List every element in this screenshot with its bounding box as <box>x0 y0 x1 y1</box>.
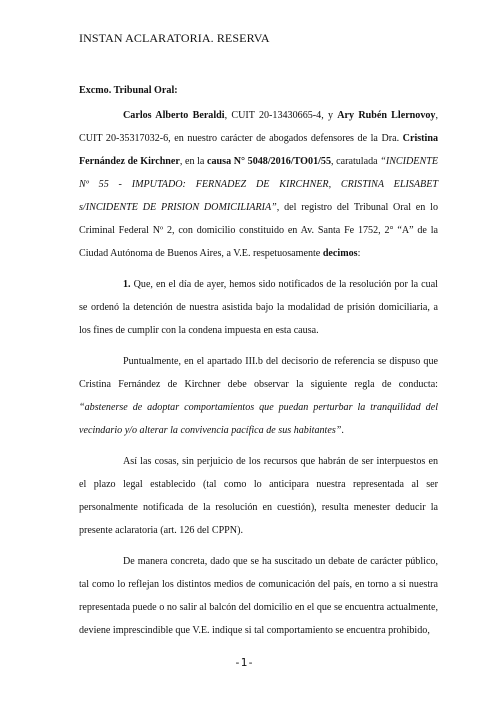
intro-colon: : <box>357 248 361 259</box>
conduct-rule-quote: “abstenerse de adoptar comportamientos que puedan perturbar la tranquilidad del vecindario y/o alterar la convivencia pacífica de sus habitantes” <box>79 402 438 436</box>
paragraph-number: 1. <box>123 279 131 290</box>
page-number: -1- <box>234 656 254 669</box>
intro-text-2: , CUIT 20-35317032-6, en nuestro carácter de abogados defensores de la Dra. <box>79 110 439 144</box>
document-body <box>79 79 438 642</box>
client-name: Cristina Fernández de Kirchner <box>79 133 438 167</box>
document-header: INSTAN ACLARATORIA. RESERVA <box>79 31 270 45</box>
intro-text-5: , del registro del Tribunal Oral en lo Criminal Federal Nº 2, con domicilio constituido en Av. Santa Fe 1752, 2° “A” de la Ciudad Autónoma de Buenos Aires, a V.E. respetuosamente <box>79 202 438 259</box>
case-caption: “INCIDENTE Nº 55 - IMPUTADO: FERNADEZ DE KIRCHNER, CRISTINA ELISABET s/INCIDENTE DE PRISION DOMICILIARIA” <box>79 156 438 213</box>
paragraph-2 <box>79 350 438 442</box>
paragraph-2-end: . <box>341 425 344 436</box>
intro-text-3: , en la <box>179 156 208 167</box>
case-number: causa N° 5048/2016/TO01/55 <box>207 156 332 167</box>
paragraph-4: De manera concreta, dado que se ha suscitado un debate de carácter público, tal como lo reflejan los distintos medios de comunicación del país, en torno a si nuestra representada puede o no salir al balcón del domicilio en el que se encuentra actualmente, deviene imprescindible que V.E. indique si tal comportamiento se encuentra prohibido, <box>79 556 438 636</box>
paragraph-intro <box>79 104 438 265</box>
addressee: Excmo. Tribunal Oral: <box>79 85 178 96</box>
lawyer-name-1: Carlos Alberto Beraldi <box>123 110 225 121</box>
intro-text-4: , caratulada <box>331 156 381 167</box>
paragraph-2-text: Puntualmente, en el apartado III.b del decisorio de referencia se dispuso que Cristina Fernández de Kirchner debe observar la siguiente regla de conducta: <box>79 356 438 390</box>
decimos-word: decimos <box>322 248 358 259</box>
intro-text-1: , CUIT 20-13430665-4, y <box>224 110 338 121</box>
paragraph-1-text: Que, en el día de ayer, hemos sido notificados de la resolución por la cual se ordenó la detención de nuestra asistida bajo la modalidad de prisión domiciliaria, a los fines de cumplir con la condena impuesta en esta causa. <box>79 279 438 336</box>
paragraph-1 <box>79 273 438 342</box>
lawyer-name-2: Ary Rubén Llernovoy <box>337 110 436 121</box>
paragraph-3: Así las cosas, sin perjuicio de los recursos que habrán de ser interpuestos en el plazo legal establecido (tal como lo anticipara nuestra representada al ser personalmente notificada de la resolución en cuestión), resulta menester deducir la presente aclaratoria (art. 126 del CPPN). <box>79 456 438 536</box>
